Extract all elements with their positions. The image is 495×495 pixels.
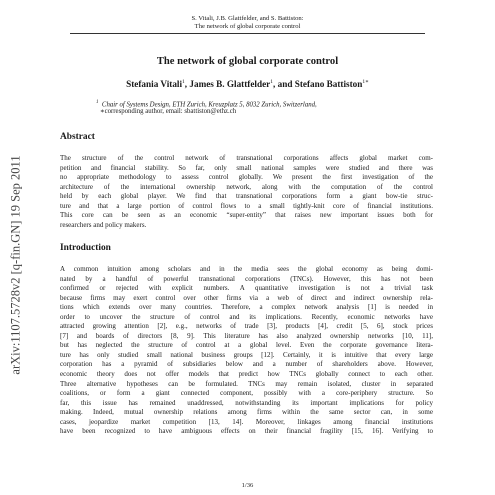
author-separator: , [184,79,190,90]
abstract-body [60,154,433,230]
introduction-line: because firms may exert control over other firms via a web of direct and indirect ownership rela- [60,293,433,302]
abstract-line: no appropriate methodology to assess control globally. We present the first investigation of the [60,173,433,182]
arxiv-stamp-text: arXiv:1107.5728v2 [q-fin.GN] 19 Sep 2011 [8,155,23,375]
introduction-line: far, this issue has remained unaddressed, notwithstanding its important implications for policy [60,398,433,407]
abstract-line: The structure of the control network of transnational corporations affects global market com- [60,154,433,162]
paper-title: The network of global corporate control [156,56,339,67]
introduction-line: making. Indeed, mutual ownership relations among firms within the same sector can, in some [60,408,433,417]
introduction-line: A common intuition among scholars and in the media sees the global economy as being domi- [60,265,433,273]
author-separator: , and [273,79,295,90]
affiliation-text: Chair of Systems Design, ETH Zurich, Kreuzplatz 5, 8032 Zurich, Switzerland, [101,101,317,109]
introduction-line: [7] and boards of directors [8, 9]. This literature has also analyzed ownership networks [10, 11], [60,331,433,340]
author-1-affil-mark: 1 [182,79,185,85]
introduction-line: economic theory does not offer models that predict how TNCs globally connect to each other. [60,370,433,379]
arxiv-stamp [6,120,26,410]
author-list [0,76,495,90]
abstract-line: researchers and policy makers. [60,220,147,229]
introduction-line: Three alternative hypotheses can be formulated. TNCs may remain isolated, cluster in separated [60,379,433,388]
introduction-line: ture has only studied small national business groups [12]. Certainly, it is intuitive that every large [60,350,433,359]
corresponding-author-line: ∗corresponding author, email: sbattiston@ethz.ch [100,108,237,115]
introduction-line: attracted growing attention [2], e.g., networks of trade [3], products [4], credit [5, 6], stock prices [60,322,433,331]
author-3-affil-mark: 1∗ [362,79,369,85]
affiliation-mark: 1 [96,100,99,105]
abstract-line: petition and financial stability. So far, only small national samples were studied and there was [60,163,433,172]
abstract-heading: Abstract [60,132,95,142]
introduction-line: order to uncover the structure of control and its implications. Recently, economic networks have [60,312,433,321]
abstract-line: architecture of the international ownership network, along with the computation of the control [60,182,433,191]
abstract-line: ture and that a large portion of control flows to a small tightly-knit core of financial institutions. [60,201,433,210]
introduction-line: coalitions, or form a giant connected component, possibly with a core-periphery structure. So [60,389,433,398]
introduction-line: confirmed or rejected with explicit numbers. A quantitative investigation is not a trivial task [60,284,433,293]
author-2-affil-mark: 1 [270,79,274,85]
author-1: Stefania Vitali [126,79,183,90]
abstract-line: This core can be seen as an economic “super-entity” that raises new important issues both for [60,211,433,220]
header-rule [70,33,425,34]
introduction-heading: Introduction [60,243,111,253]
introduction-line: nated by a handful of powerful transnational corporations (TNCs). However, this has not been [60,274,433,283]
author-3: Stefano Battiston [294,79,363,90]
page-number: 1/36 [241,482,254,489]
running-head-authors: S. Vitali, J.B. Glattfelder, and S. Battiston: [191,15,304,22]
running-head-title: The network of global corporate control [194,23,301,30]
abstract-line: held by each global player. We find that transnational corporations form a giant bow-tie struc- [60,192,433,201]
introduction-body [60,265,433,437]
author-2: James B. Glattfelder [189,79,271,90]
introduction-line: tions which extends over many countries. Therefore, a complex network analysis [1] is needed in [60,303,433,312]
introduction-line: corporation has a pyramid of subsidiaries below and a number of shareholders above. However, [60,360,433,369]
introduction-line: but has neglected the structure of control at a global level. Even the corporate governance litera- [60,341,433,350]
introduction-line: cases, jeopardize market competition [13, 14]. Moreover, linkages among financial institutions [60,417,433,426]
introduction-line: have been recognized to have ambiguous effects on their financial fragility [15, 16]. Verifying to [60,427,433,436]
